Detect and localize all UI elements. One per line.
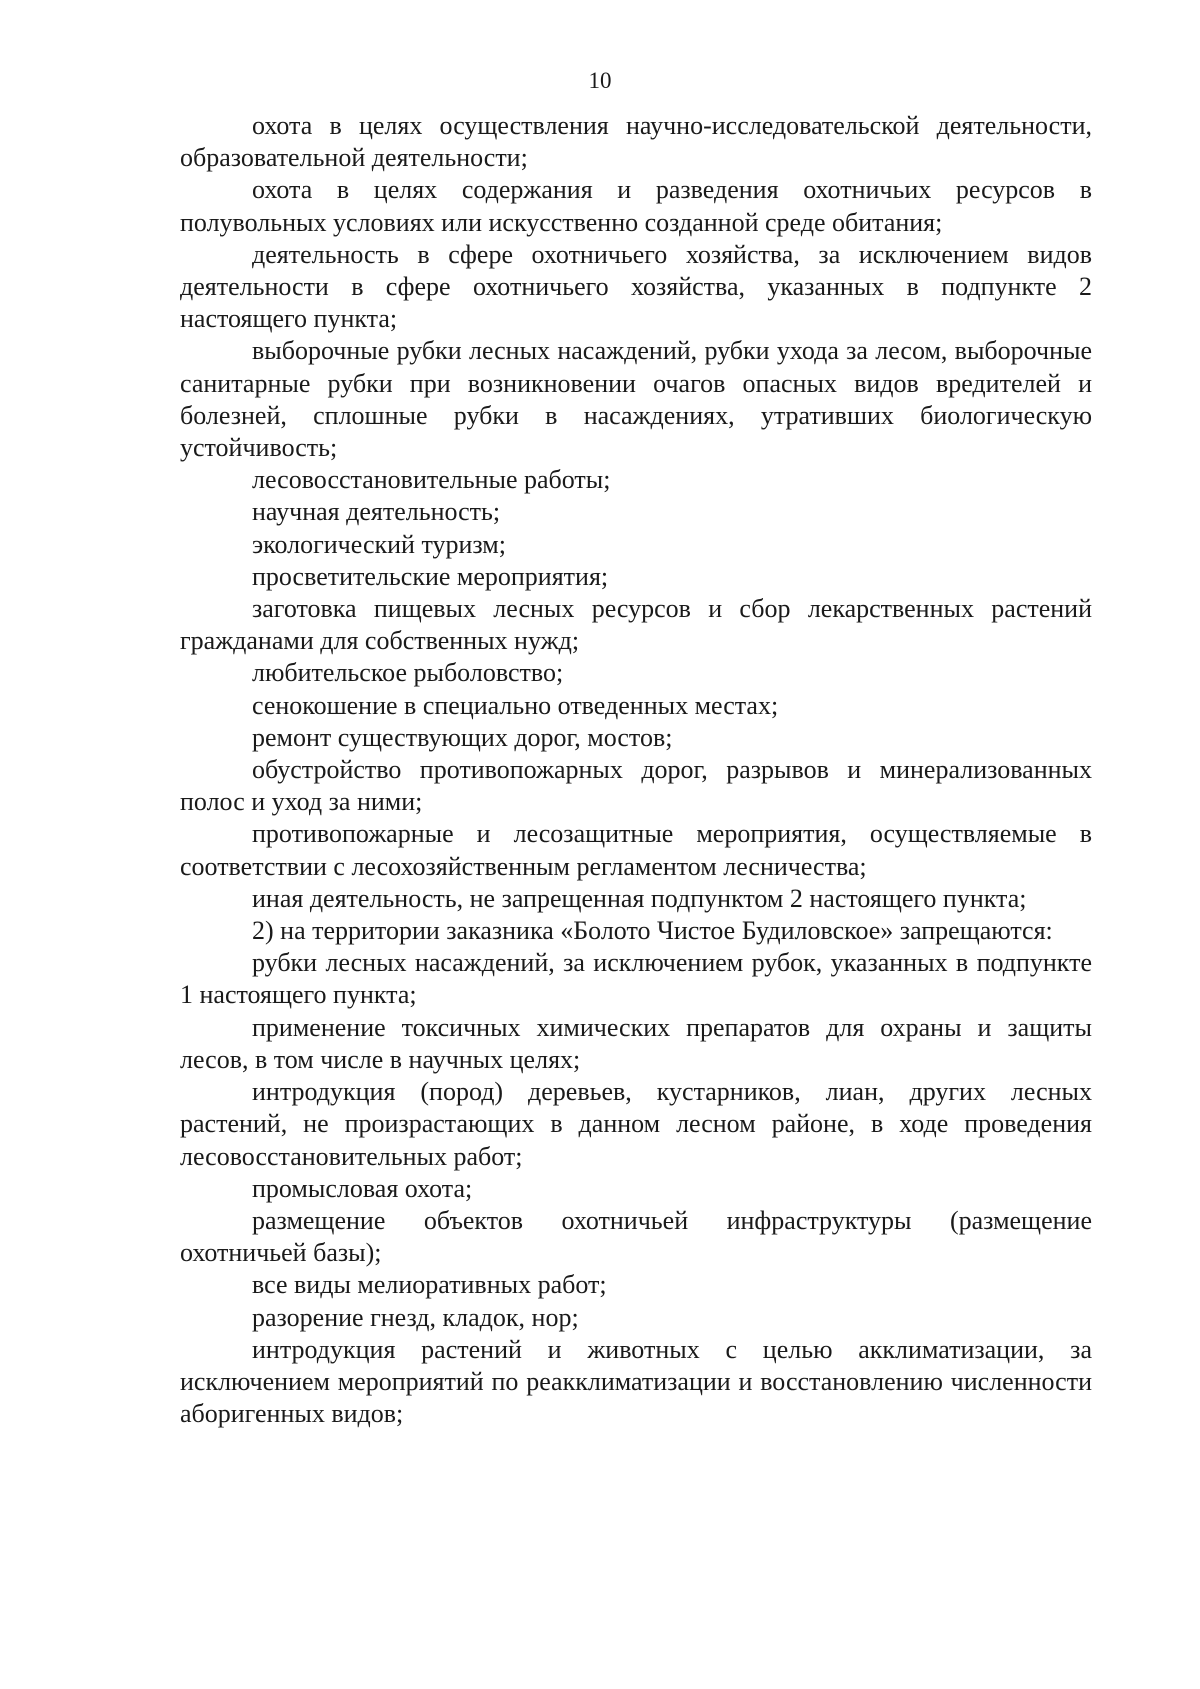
paragraph-4: выборочные рубки лесных насаждений, рубки ухода за лесом, выборочные санитарные рубки при возникновении очагов опасных видов вредителей и болезней, сплошные рубки в насаждениях, утративших биологическую устойчивость; xyxy=(180,336,1092,463)
paragraph-14: противопожарные и лесозащитные мероприятия, осуществляемые в соответствии с лесохозяйственным регламентом лесничества; xyxy=(180,819,1092,881)
paragraph-23: разорение гнезд, кладок, нор; xyxy=(252,1302,579,1332)
paragraph-22: все виды мелиоративных работ; xyxy=(252,1270,607,1300)
paragraph-10: любительское рыболовство; xyxy=(252,658,564,688)
paragraph-8: просветительские мероприятия; xyxy=(252,561,609,591)
paragraph-11: сенокошение в специально отведенных местах; xyxy=(252,690,779,720)
paragraph-16: 2) на территории заказника «Болото Чистое Будиловское» запрещаются: xyxy=(252,916,1053,946)
paragraph-18: применение токсичных химических препаратов для охраны и защиты лесов, в том числе в научных целях; xyxy=(180,1012,1092,1074)
paragraph-21: размещение объектов охотничьей инфраструктуры (размещение охотничьей базы); xyxy=(180,1205,1092,1268)
paragraph-13: обустройство противопожарных дорог, разрывов и минерализованных полос и уход за ними; xyxy=(180,755,1092,817)
paragraph-1: охота в целях осуществления научно-исследовательской деятельности, образовательной деятельности; xyxy=(180,111,1092,173)
paragraph-12: ремонт существующих дорог, мостов; xyxy=(252,722,673,752)
paragraph-3: деятельность в сфере охотничьего хозяйства, за исключением видов деятельности в сфере охотничьего хозяйства, указанных в подпункте 2 настоящего пункта; xyxy=(180,239,1092,334)
paragraph-2: охота в целях содержания и разведения охотничьих ресурсов в полувольных условиях или искусственно созданной среде обитания; xyxy=(180,175,1092,237)
paragraph-6: научная деятельность; xyxy=(252,497,501,527)
paragraph-7: экологический туризм; xyxy=(252,529,506,559)
paragraph-5: лесовосстановительные работы; xyxy=(252,465,611,495)
paragraph-24: интродукция растений и животных с целью акклиматизации, за исключением мероприятий по реакклиматизации и восстановлению численности аборигенных видов; xyxy=(180,1334,1092,1429)
paragraph-20: промысловая охота; xyxy=(252,1173,473,1203)
page-number: 10 xyxy=(588,68,612,93)
paragraph-15: иная деятельность, не запрещенная подпунктом 2 настоящего пункта; xyxy=(252,883,1027,913)
paragraph-17: рубки лесных насаждений, за исключением рубок, указанных в подпункте 1 настоящего пункта; xyxy=(180,948,1092,1010)
paragraph-9: заготовка пищевых лесных ресурсов и сбор лекарственных растений гражданами для собственных нужд; xyxy=(180,594,1092,656)
document-body xyxy=(180,110,1092,1430)
paragraph-19: интродукция (пород) деревьев, кустарников, лиан, других лесных растений, не произрастающих в данном лесном районе, в ходе проведения лесовосстановительных работ; xyxy=(180,1077,1092,1171)
